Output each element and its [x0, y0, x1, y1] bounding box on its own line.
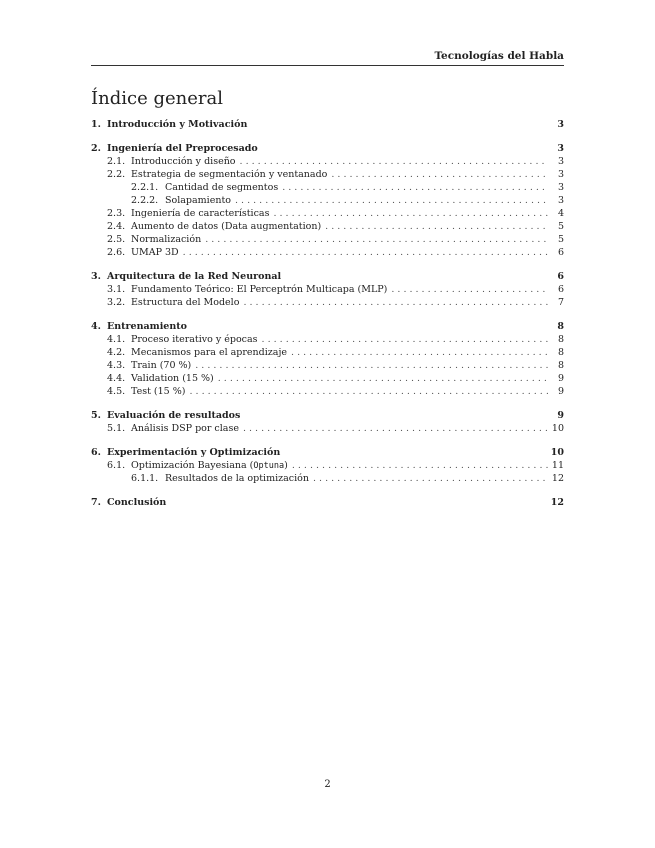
page-number: 10	[550, 447, 564, 458]
dot-leader	[218, 372, 548, 385]
page-number: 3	[557, 119, 564, 130]
entry-number: 2.1.	[107, 156, 126, 167]
toc-entry-6-1[interactable]	[91, 459, 564, 472]
section-number: 5.	[91, 410, 101, 421]
page-number: 8	[557, 321, 564, 332]
page-number: 3	[557, 156, 564, 167]
toc-section-4[interactable]	[91, 320, 564, 333]
page-number: 5	[557, 234, 564, 245]
dot-leader	[325, 220, 548, 233]
page-number: 3	[557, 195, 564, 206]
section-title: Arquitectura de la Red Neuronal	[107, 271, 282, 282]
entry-number: 3.1.	[107, 284, 126, 295]
toc-title: Índice general	[91, 88, 223, 109]
toc-entry-4-3[interactable]	[91, 359, 564, 372]
dot-leader	[189, 385, 548, 398]
entry-title: Cantidad de segmentos	[165, 182, 279, 193]
page-number: 10	[551, 423, 564, 434]
toc-entry-4-4[interactable]	[91, 372, 564, 385]
entry-title-suffix: )	[284, 460, 288, 471]
toc-entry-2-4[interactable]	[91, 220, 564, 233]
entry-title-prefix: Optimización Bayesiana (	[131, 460, 254, 471]
page-number: 9	[557, 373, 564, 384]
section-title: Conclusión	[107, 497, 167, 508]
section-title: Ingeniería del Preprocesado	[107, 143, 258, 154]
page-footer-number: 2	[324, 779, 331, 790]
entry-number: 2.4.	[107, 221, 126, 232]
dot-leader	[240, 155, 548, 168]
toc-entry-3-1[interactable]	[91, 283, 564, 296]
page-number: 6	[557, 284, 564, 295]
entry-number: 2.6.	[107, 247, 126, 258]
page-number: 8	[557, 334, 564, 345]
entry-number: 2.2.	[107, 169, 126, 180]
toc-section-3[interactable]	[91, 270, 564, 283]
page-number: 12	[551, 473, 564, 484]
dot-leader	[243, 296, 548, 309]
entry-number: 4.3.	[107, 360, 126, 371]
page-number: 5	[557, 221, 564, 232]
dot-leader	[195, 359, 548, 372]
section-title: Evaluación de resultados	[107, 410, 241, 421]
entry-number: 4.5.	[107, 386, 126, 397]
toc-entry-2-2-2[interactable]	[91, 194, 564, 207]
entry-number: 2.2.1.	[131, 182, 159, 193]
dot-leader	[282, 181, 548, 194]
toc-entry-5-1[interactable]	[91, 422, 564, 435]
toc-section-7[interactable]	[91, 496, 564, 509]
entry-title: Estructura del Modelo	[131, 297, 240, 308]
entry-title: Ingeniería de características	[131, 208, 270, 219]
entry-number: 3.2.	[107, 297, 126, 308]
entry-number: 5.1.	[107, 423, 126, 434]
toc-section-1[interactable]	[91, 118, 564, 131]
page-number: 9	[557, 386, 564, 397]
section-title: Experimentación y Optimización	[107, 447, 281, 458]
page-number: 4	[557, 208, 564, 219]
entry-number: 4.1.	[107, 334, 126, 345]
section-title: Entrenamiento	[107, 321, 187, 332]
dot-leader	[313, 472, 548, 485]
entry-title: Solapamiento	[165, 195, 231, 206]
entry-number: 2.3.	[107, 208, 126, 219]
toc-section-6[interactable]	[91, 446, 564, 459]
entry-title	[131, 459, 288, 472]
toc-entry-2-2-1[interactable]	[91, 181, 564, 194]
entry-number: 4.2.	[107, 347, 126, 358]
entry-title-code: Optuna	[253, 461, 285, 471]
section-number: 7.	[91, 497, 101, 508]
dot-leader	[235, 194, 548, 207]
entry-number: 4.4.	[107, 373, 126, 384]
entry-number: 6.1.1.	[131, 473, 159, 484]
page-number: 12	[550, 497, 564, 508]
entry-title: Estrategia de segmentación y ventanado	[131, 169, 328, 180]
entry-title: Mecanismos para el aprendizaje	[131, 347, 288, 358]
entry-number: 2.2.2.	[131, 195, 159, 206]
page-number: 8	[557, 347, 564, 358]
toc-entry-2-5[interactable]	[91, 233, 564, 246]
page-number: 8	[557, 360, 564, 371]
dot-leader	[183, 246, 548, 259]
dot-leader	[291, 346, 548, 359]
toc-entry-2-3[interactable]	[91, 207, 564, 220]
section-number: 1.	[91, 119, 101, 130]
page-number: 3	[557, 169, 564, 180]
section-number: 6.	[91, 447, 101, 458]
page-number: 6	[557, 247, 564, 258]
section-title: Introducción y Motivación	[107, 119, 248, 130]
entry-title: Resultados de la optimización	[165, 473, 309, 484]
toc-entry-4-2[interactable]	[91, 346, 564, 359]
entry-title: Fundamento Teórico: El Perceptrón Multicapa (MLP)	[131, 284, 388, 295]
entry-title: Introducción y diseño	[131, 156, 236, 167]
page-number: 3	[557, 143, 564, 154]
toc-section-2[interactable]	[91, 142, 564, 155]
entry-title: Test (15 %)	[131, 386, 186, 397]
dot-leader	[205, 233, 548, 246]
dot-leader	[273, 207, 548, 220]
dot-leader	[262, 333, 548, 346]
toc-section-5[interactable]	[91, 409, 564, 422]
dot-leader	[243, 422, 548, 435]
page-number: 6	[557, 271, 564, 282]
entry-title: Train (70 %)	[131, 360, 192, 371]
dot-leader	[331, 168, 548, 181]
toc-entry-2-2[interactable]	[91, 168, 564, 181]
entry-title: Validation (15 %)	[131, 373, 214, 384]
section-number: 2.	[91, 143, 101, 154]
entry-title: Normalización	[131, 234, 202, 245]
toc-entry-2-6[interactable]	[91, 246, 564, 259]
dot-leader	[391, 283, 548, 296]
toc-entry-6-1-1[interactable]	[91, 472, 564, 485]
section-number: 4.	[91, 321, 101, 332]
running-header: Tecnologías del Habla	[91, 50, 564, 66]
page-number: 7	[557, 297, 564, 308]
toc-entry-4-5[interactable]	[91, 385, 564, 398]
page-number: 9	[557, 410, 564, 421]
toc-entry-3-2[interactable]	[91, 296, 564, 309]
entry-title: UMAP 3D	[131, 247, 179, 258]
toc-entry-4-1[interactable]	[91, 333, 564, 346]
page-number: 3	[557, 182, 564, 193]
table-of-contents	[91, 118, 564, 509]
dot-leader	[292, 459, 548, 472]
entry-title: Análisis DSP por clase	[131, 423, 239, 434]
entry-number: 2.5.	[107, 234, 126, 245]
toc-entry-2-1[interactable]	[91, 155, 564, 168]
section-number: 3.	[91, 271, 101, 282]
entry-title: Aumento de datos (Data augmentation)	[131, 221, 322, 232]
page-number: 11	[551, 460, 564, 471]
entry-number: 6.1.	[107, 460, 126, 471]
entry-title: Proceso iterativo y épocas	[131, 334, 258, 345]
